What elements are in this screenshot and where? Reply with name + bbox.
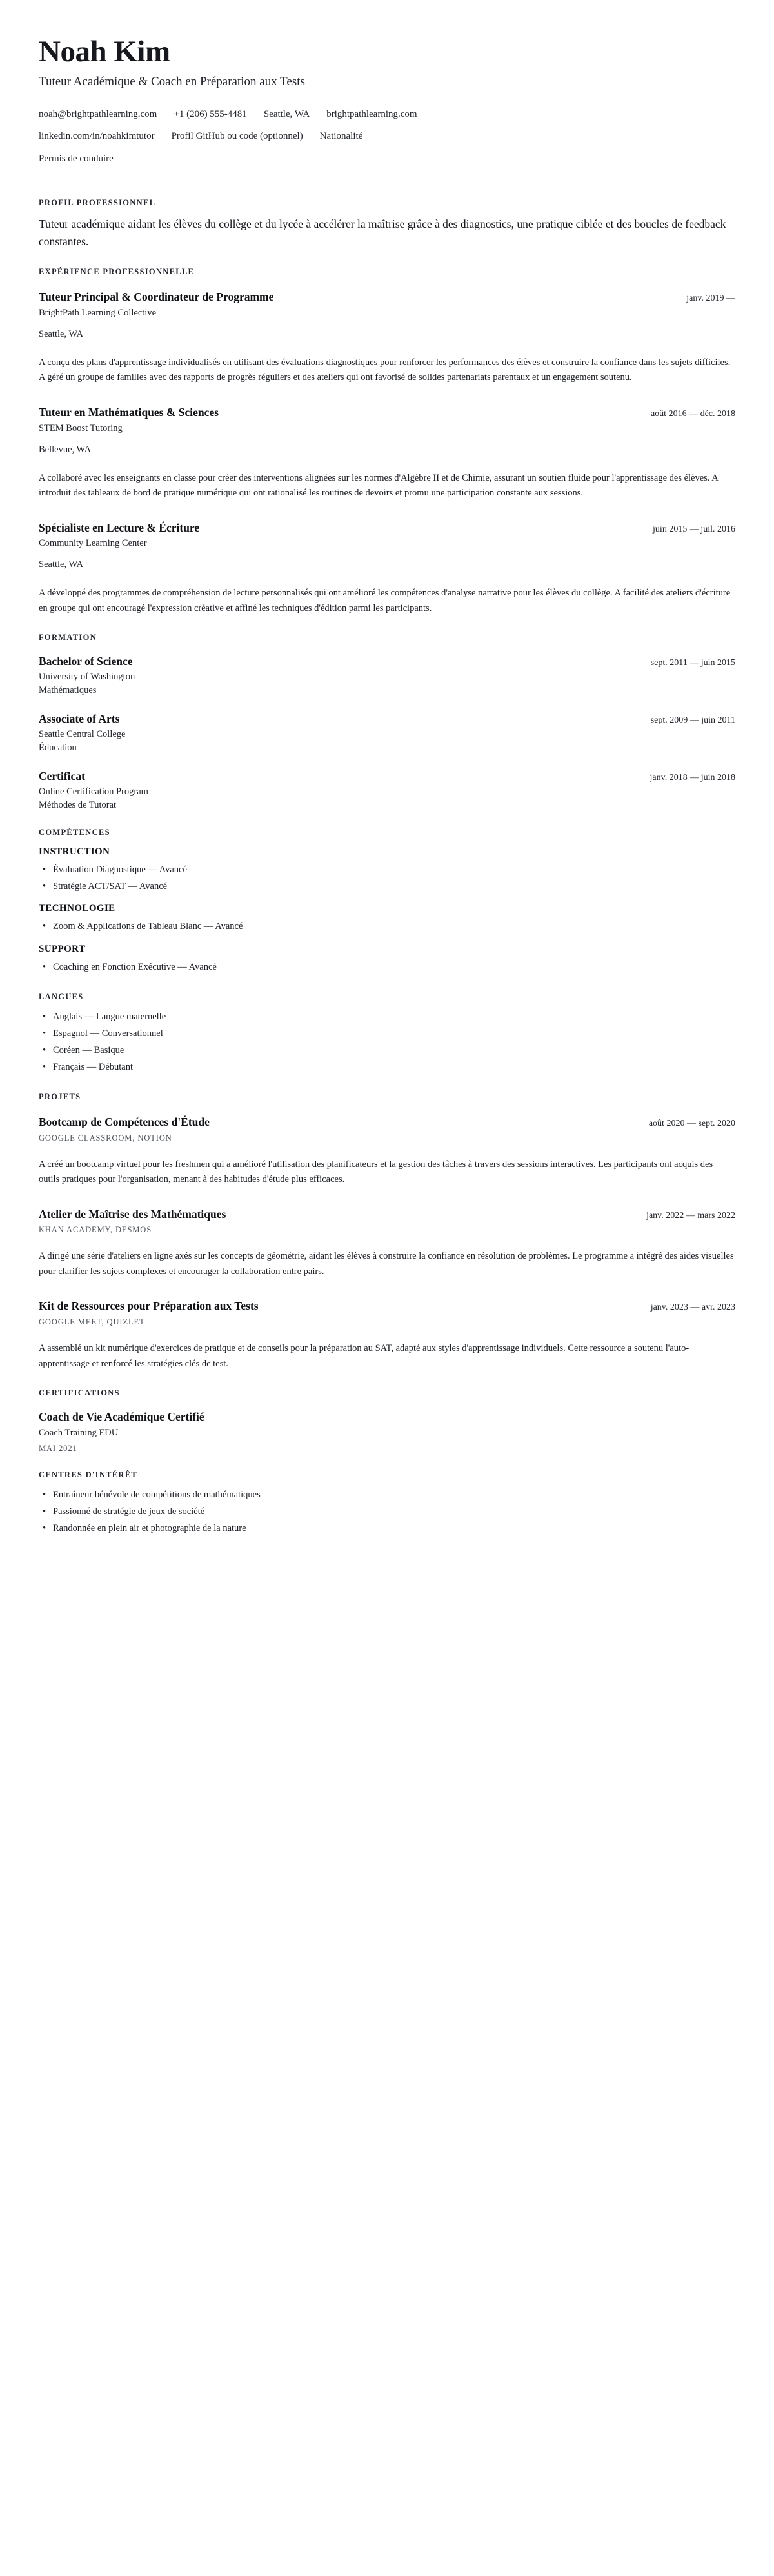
language-item: • Anglais — Langue maternelle [39, 1010, 735, 1025]
contact-linkedin[interactable]: linkedin.com/in/noahkimtutor [39, 131, 155, 142]
interest-item: • Randonnée en plein air et photographie de la nature [39, 1521, 735, 1537]
education-school: Seattle Central College [39, 728, 126, 739]
project-title: Atelier de Maîtrise des Mathématiques [39, 1207, 226, 1221]
contact-website[interactable]: brightpathlearning.com [326, 109, 417, 120]
section-title-projects: PROJETS [39, 1092, 81, 1101]
section-education [39, 633, 735, 810]
section-title-profile: PROFIL PROFESSIONNEL [39, 197, 156, 207]
project-item-head [39, 1115, 735, 1130]
education-item-head [39, 654, 735, 669]
education-item [39, 650, 735, 696]
project-item [39, 1202, 735, 1280]
contact-github[interactable]: Profil GitHub ou code (optionnel) [171, 131, 303, 142]
experience-title: Spécialiste en Lecture & Écriture [39, 521, 200, 534]
project-date: août 2020 — sept. 2020 [648, 1118, 735, 1128]
education-field: Mathématiques [39, 685, 97, 696]
education-degree: Associate of Arts [39, 712, 120, 726]
language-item: • Français — Débutant [39, 1060, 735, 1075]
experience-item-head [39, 521, 735, 535]
experience-description: A collaboré avec les enseignants en classe pour créer des interventions alignées sur les normes d'Algèbre II et de Chimie, assurant un soutien fluide pour l'apprentissage des élèves. A introduit des tableaux de bord de pratique numérique qui ont rationalisé les routines de devoirs et promu une participation constante aux sessions. [39, 472, 718, 499]
project-title: Kit de Ressources pour Préparation aux Tests [39, 1299, 259, 1313]
section-interests [39, 1470, 735, 1537]
education-degree: Certificat [39, 769, 85, 783]
experience-item-head [39, 290, 735, 305]
experience-title: Tuteur Principal & Coordinateur de Programme [39, 290, 274, 304]
project-description: A créé un bootcamp virtuel pour les freshmen qui a amélioré l'utilisation des planificateurs et la gestion des tâches à travers des sessions interactives. Les participants ont acquis des outils pratiques pour l'organisation, menant à des habitudes d'étude plus efficaces. [39, 1159, 713, 1185]
language-list [39, 1010, 735, 1075]
language-item: • Espagnol — Conversationnel [39, 1026, 735, 1042]
contact-row-2 [39, 129, 735, 144]
project-title: Bootcamp de Compétences d'Étude [39, 1115, 210, 1128]
project-description: A dirigé une série d'ateliers en ligne axés sur les concepts de géométrie, aidant les élèves à construire la confiance en résolution de problèmes. Le programme a intégré des aides visuelles pour clarifier les sujets complexes et encourager la collaboration entre pairs. [39, 1251, 734, 1277]
skill-group [39, 944, 735, 975]
contact-row-3 [39, 152, 735, 166]
profile-text: Tuteur académique aidant les élèves du collège et du lycée à accélérer la maîtrise grâce à des diagnostics, une pratique ciblée et des boucles de feedback constantes. [39, 217, 726, 248]
skill-group-title: INSTRUCTION [39, 846, 110, 857]
project-item-head [39, 1299, 735, 1313]
section-profile [39, 198, 735, 250]
experience-location: Bellevue, WA [39, 444, 92, 455]
skill-item: • Zoom & Applications de Tableau Blanc — Avancé [39, 919, 735, 935]
experience-date: janv. 2019 — [686, 294, 735, 304]
education-item [39, 708, 735, 754]
section-title-education: FORMATION [39, 633, 97, 643]
experience-description: A développé des programmes de compréhension de lecture personnalisés qui ont amélioré les compétences d'analyse narrative pour les élèves du collège. A facilité des ateliers d'écriture en groupe qui ont encouragé l'expression créative et affiné les techniques d'édition parmi les participants. [39, 588, 731, 614]
experience-location: Seattle, WA [39, 328, 83, 339]
education-date: janv. 2018 — juin 2018 [650, 772, 735, 783]
certification-date: MAI 2021 [39, 1443, 77, 1453]
skill-group [39, 903, 735, 935]
experience-item [39, 515, 735, 617]
education-date: sept. 2009 — juin 2011 [650, 715, 735, 726]
experience-date: août 2016 — déc. 2018 [650, 408, 735, 419]
section-title-certifications: CERTIFICATIONS [39, 1388, 120, 1398]
skill-list [39, 863, 735, 895]
experience-item [39, 285, 735, 386]
education-field: Éducation [39, 742, 77, 753]
contact-phone[interactable]: +1 (206) 555-4481 [174, 109, 247, 120]
experience-org: STEM Boost Tutoring [39, 423, 123, 434]
education-date: sept. 2011 — juin 2015 [650, 658, 735, 668]
section-certifications [39, 1388, 735, 1453]
contact-block [39, 107, 735, 166]
education-item-head [39, 712, 735, 726]
interest-list [39, 1488, 735, 1537]
section-experience [39, 267, 735, 616]
experience-org: BrightPath Learning Collective [39, 307, 157, 318]
project-date: janv. 2022 — mars 2022 [646, 1210, 735, 1221]
skill-group [39, 846, 735, 895]
section-skills [39, 828, 735, 976]
experience-item-head [39, 405, 735, 420]
project-description: A assemblé un kit numérique d'exercices de pratique et de conseils pour la préparation au SAT, adapté aux styles d'apprentissage individuels. Cette ressource a soutenu l'auto-apprentissage et renforcé les stratégies clés de test. [39, 1343, 690, 1369]
section-title-skills: COMPÉTENCES [39, 827, 110, 837]
education-field: Méthodes de Tutorat [39, 799, 117, 810]
page-title: Noah Kim [39, 35, 170, 68]
section-projects [39, 1092, 735, 1372]
skill-list [39, 919, 735, 935]
project-item [39, 1293, 735, 1372]
section-title-experience: EXPÉRIENCE PROFESSIONNELLE [39, 267, 195, 277]
interest-item: • Passionné de stratégie de jeux de société [39, 1504, 735, 1520]
certification-title: Coach de Vie Académique Certifié [39, 1410, 204, 1424]
contact-email[interactable]: noah@brightpathlearning.com [39, 109, 157, 120]
skill-group-title: TECHNOLOGIE [39, 903, 115, 914]
certification-org: Coach Training EDU [39, 1427, 119, 1438]
section-languages [39, 992, 735, 1075]
certification-item [39, 1406, 735, 1453]
headline: Tuteur Académique & Coach en Préparation aux Tests [39, 75, 305, 89]
interest-item: • Entraîneur bénévole de compétitions de mathématiques [39, 1488, 735, 1503]
experience-org: Community Learning Center [39, 538, 147, 549]
skill-item: • Évaluation Diagnostique — Avancé [39, 863, 735, 878]
contact-location: Seattle, WA [263, 109, 310, 120]
skill-item: • Stratégie ACT/SAT — Avancé [39, 879, 735, 895]
experience-location: Seattle, WA [39, 559, 83, 570]
education-item [39, 765, 735, 811]
contact-row-1 [39, 107, 735, 122]
experience-date: juin 2015 — juil. 2016 [653, 524, 735, 534]
project-tags: GOOGLE CLASSROOM, NOTION [39, 1133, 172, 1143]
project-item-head [39, 1207, 735, 1222]
project-item [39, 1110, 735, 1188]
experience-item [39, 400, 735, 501]
skill-group-title: SUPPORT [39, 944, 86, 955]
contact-nationality: Nationalité [319, 131, 363, 142]
project-tags: GOOGLE MEET, QUIZLET [39, 1317, 145, 1327]
education-school: Online Certification Program [39, 786, 148, 797]
project-tags: KHAN ACADEMY, DESMOS [39, 1225, 152, 1235]
section-title-interests: CENTRES D'INTÉRÊT [39, 1470, 138, 1479]
skill-item: • Coaching en Fonction Exécutive — Avancé [39, 960, 735, 975]
section-title-languages: LANGUES [39, 992, 84, 1002]
skill-list [39, 960, 735, 975]
experience-title: Tuteur en Mathématiques & Sciences [39, 405, 219, 419]
language-item: • Coréen — Basique [39, 1043, 735, 1059]
education-item-head [39, 769, 735, 784]
project-date: janv. 2023 — avr. 2023 [650, 1303, 735, 1313]
education-school: University of Washington [39, 672, 135, 683]
experience-description: A conçu des plans d'apprentissage individualisés en utilisant des évaluations diagnostiques pour renforcer les performances des élèves et construire la confiance dans les sujets difficiles. A géré un groupe de familles avec des rapports de progrès réguliers et des ateliers qui ont favorisé de solides partenariats parentaux et un engagement soutenu. [39, 357, 731, 383]
education-degree: Bachelor of Science [39, 655, 133, 668]
contact-driving-licence: Permis de conduire [39, 153, 114, 164]
